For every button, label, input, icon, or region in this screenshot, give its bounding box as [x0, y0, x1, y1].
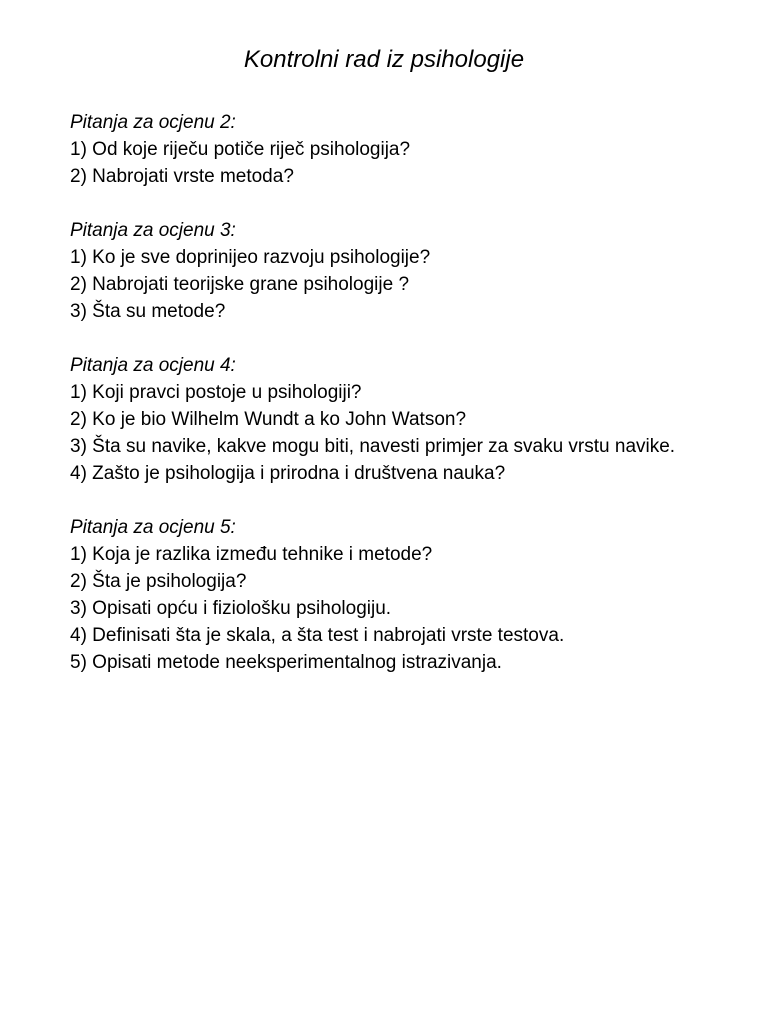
grade-4-heading: Pitanja za ocjenu 4: — [70, 355, 236, 376]
question-list — [70, 109, 710, 703]
question-item: 3) Šta su navike, kakve mogu biti, navesti primjer za svaku vrstu navike. — [70, 436, 676, 457]
grade-5-heading: Pitanja za ocjenu 5: — [70, 517, 236, 538]
question-item: 2) Nabrojati vrste metoda? — [70, 166, 294, 187]
document-title: Kontrolni rad iz psihologije — [243, 46, 525, 73]
grade-2-heading: Pitanja za ocjenu 2: — [70, 112, 236, 133]
question-item: 4) Zašto je psihologija i prirodna i društvena nauka? — [70, 463, 506, 484]
grade-3-section — [70, 217, 710, 325]
question-item: 4) Definisati šta je skala, a šta test i nabrojati vrste testova. — [70, 625, 565, 646]
question-item: 1) Koja je razlika između tehnike i metode? — [70, 544, 433, 565]
question-item: 2) Ko je bio Wilhelm Wundt a ko John Watson? — [70, 409, 467, 430]
question-item: 1) Ko je sve doprinijeo razvoju psihologije? — [70, 247, 431, 268]
grade-4-section — [70, 352, 710, 487]
grade-3-heading: Pitanja za ocjenu 3: — [70, 220, 236, 241]
question-item: 2) Šta je psihologija? — [70, 571, 247, 592]
question-item: 1) Od koje riječu potiče riječ psihologija? — [70, 139, 411, 160]
question-item: 3) Šta su metode? — [70, 301, 226, 322]
grade-2-section — [70, 109, 710, 190]
question-item: 5) Opisati metode neeksperimentalnog istrazivanja. — [70, 652, 502, 673]
question-item: 1) Koji pravci postoje u psihologiji? — [70, 382, 362, 403]
question-item: 2) Nabrojati teorijske grane psihologije ? — [70, 274, 410, 295]
grade-5-section — [70, 514, 710, 676]
question-item: 3) Opisati opću i fiziološku psihologiju. — [70, 598, 392, 619]
